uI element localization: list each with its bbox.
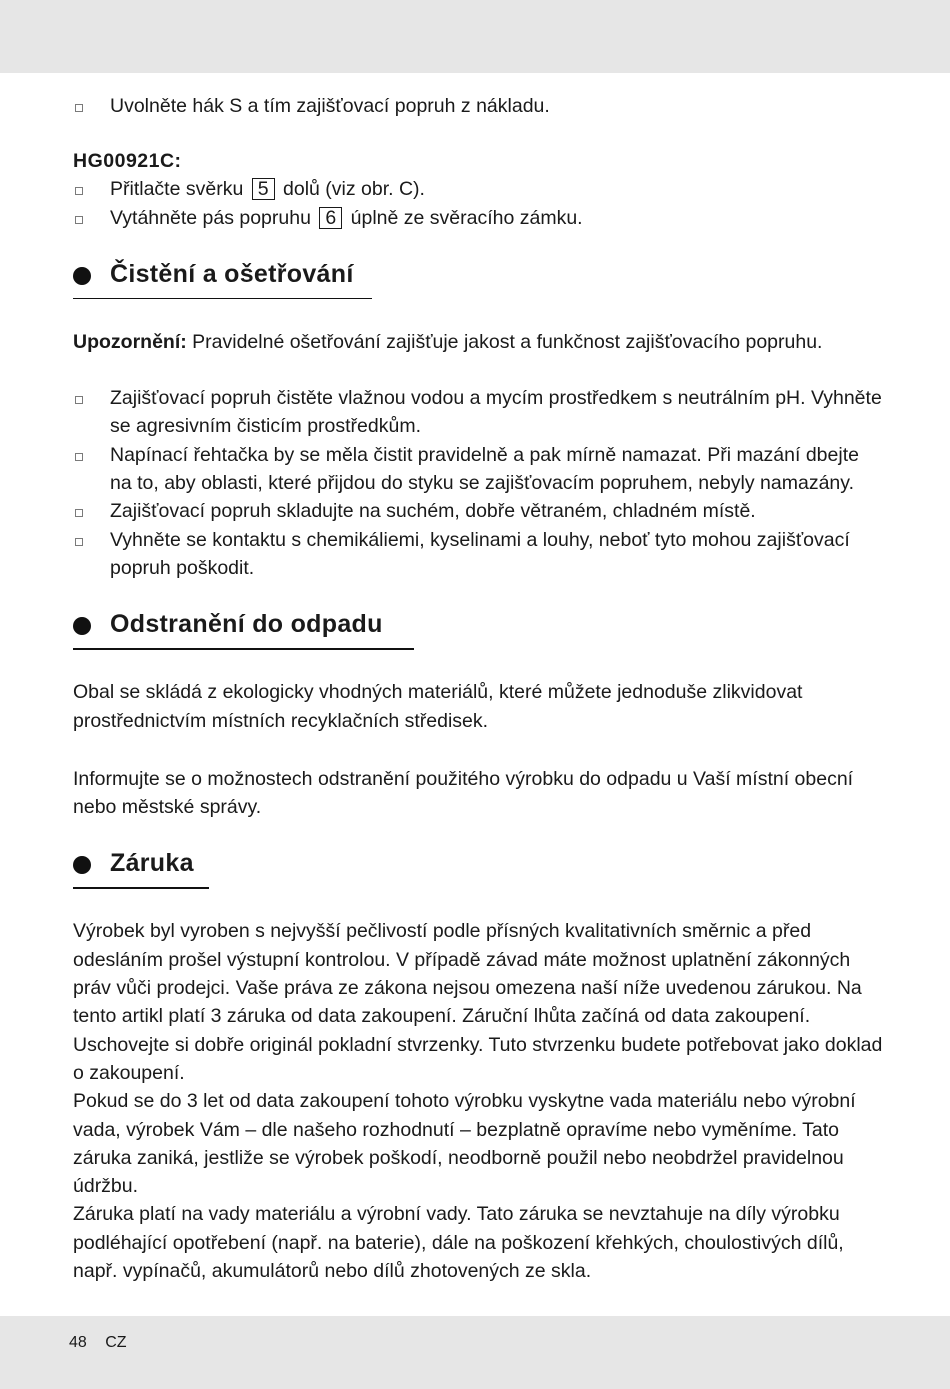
bottom-band [0, 1316, 950, 1389]
step-text-after: úplně ze svěracího zámku. [350, 206, 583, 229]
list-item [73, 384, 883, 441]
step-text-before: Přitlačte svěrku [110, 178, 244, 201]
list-item-text: Zajišťovací popruh čistěte vlažnou vodou a mycím prostředkem s neutrálním pH. Vyhněte se agresivním čisticím prostředkům. [110, 387, 882, 438]
bullet-dot-icon [73, 267, 91, 285]
section-heading-warranty [73, 845, 883, 889]
section-title: Odstranění do odpadu [110, 610, 383, 639]
step-text-before: Vytáhněte pás popruhu [110, 206, 311, 229]
section-heading-disposal [73, 606, 883, 650]
checkbox-bullet-icon [75, 216, 83, 224]
step-text-after: dolů (viz obr. C). [283, 178, 425, 201]
model-heading: HG00921C: [73, 150, 182, 173]
page-content [73, 92, 883, 1285]
list-item [73, 526, 883, 583]
note-label: Upozornění: [73, 330, 187, 353]
bullet-dot-icon [73, 856, 91, 874]
list-item [73, 175, 883, 203]
page-footer [69, 1334, 141, 1352]
heading-underline [73, 887, 209, 889]
list-item [73, 497, 883, 525]
language-code: CZ [105, 1334, 127, 1351]
section-title: Čistění a ošetřování [110, 259, 354, 288]
checkbox-bullet-icon [75, 104, 83, 112]
part-number-box: 5 [252, 178, 275, 200]
note-text: Pravidelné ošetřování zajišťuje jakost a funkčnost zajišťovacího popruhu. [192, 330, 823, 353]
list-item [73, 204, 883, 232]
page-number: 48 [69, 1334, 87, 1351]
part-number-box: 6 [319, 207, 342, 229]
list-item [73, 441, 883, 498]
checkbox-bullet-icon [75, 187, 83, 195]
paragraph: Informujte se o možnostech odstranění použitého výrobku do odpadu u Vaší místní obecní nebo městské správy. [73, 767, 854, 819]
paragraph: Výrobek byl vyroben s nejvyšší pečlivostí podle přísných kvalitativních směrnic a před odesláním prošel výstupní kontrolou. V případě závad máte možnost uplatnění zákonných práv vůči prodejci. Vaše práva ze zákona nejsou omezena naší níže uvedenou zárukou. Na tento artikl platí 3 záruka od data zakoupení. Záruční lhůta začíná od data zakoupení. Uschovejte si dobře originál pokladní stvrzenky. Tuto stvrzenku budete potřebovat jako doklad o zakoupení. [73, 920, 883, 1084]
paragraph: Obal se skládá z ekologicky vhodných materiálů, které můžete jednoduše zlikvidovat prostřednictvím místních recyklačních středisek. [73, 681, 803, 732]
checkbox-bullet-icon [75, 453, 83, 461]
heading-underline [73, 648, 414, 650]
section-title: Záruka [110, 849, 194, 878]
list-item [73, 92, 883, 120]
checkbox-bullet-icon [75, 396, 83, 404]
list-item-text: Napínací řehtačka by se měla čistit pravidelně a pak mírně namazat. Při mazání dbejte na to, aby oblasti, které přijdou do styku se zajišťovacím popruhem, nebyly namazány. [110, 443, 859, 495]
checkbox-bullet-icon [75, 509, 83, 517]
checkbox-bullet-icon [75, 538, 83, 546]
heading-underline [73, 298, 372, 300]
bullet-dot-icon [73, 617, 91, 635]
paragraph: Záruka platí na vady materiálu a výrobní vady. Tato záruka se nevztahuje na díly výrobku podléhající opotřebení (např. na baterie), dále na poškození křehkých, choulostivých dílů, např. vypínačů, akumulátorů nebo dílů zhotovených ze skla. [73, 1203, 844, 1283]
paragraph: Pokud se do 3 let od data zakoupení tohoto výrobku vyskytne vada materiálu nebo výrobní vada, výrobek Vám – dle našeho rozhodnutí – bezplatně opravíme nebo vyměníme. Tato záruka zaniká, jestliže se výrobek poškodí, neodborně použil nebo neobdržel pravidelnou údržbu. [73, 1090, 856, 1198]
top-band [0, 0, 950, 73]
section-heading-cleaning [73, 256, 883, 300]
list-item-text: Zajišťovací popruh skladujte na suchém, dobře větraném, chladném místě. [110, 500, 756, 523]
note-paragraph [73, 328, 883, 356]
list-item-text: Uvolněte hák S a tím zajišťovací popruh z nákladu. [110, 95, 550, 117]
list-item-text: Vyhněte se kontaktu s chemikáliemi, kyselinami a louhy, neboť tyto mohou zajišťovací popruh poškodit. [110, 528, 850, 579]
